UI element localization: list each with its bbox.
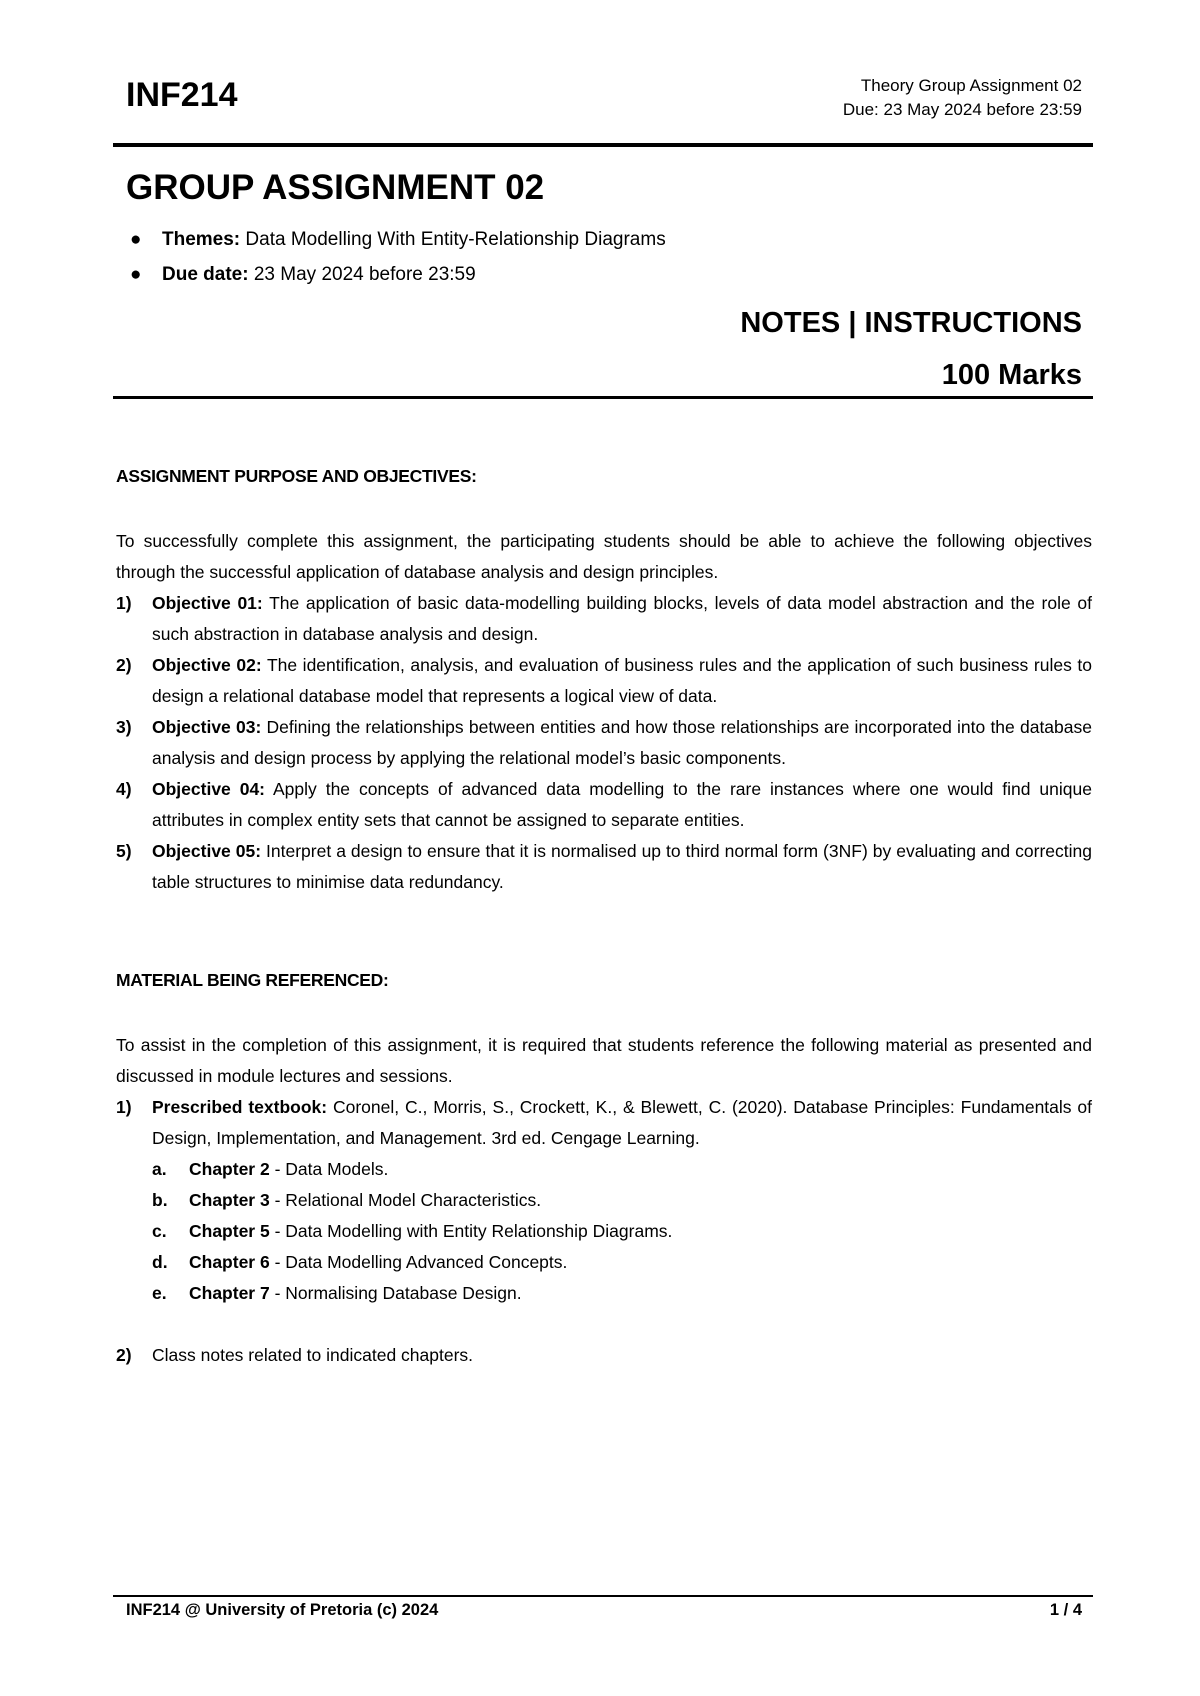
chapter-label: Chapter 3 <box>189 1190 270 1210</box>
textbook-label: Prescribed textbook: <box>152 1097 328 1117</box>
meta-label: Due date: <box>162 264 249 285</box>
item-number: 1) <box>116 1097 132 1117</box>
purpose-intro: To successfully complete this assignment, the participating students should be able to achieve the following objectives through the successful application of database analysis and design principles. <box>116 531 1092 582</box>
header-divider <box>113 143 1093 147</box>
objective-text: Apply the concepts of advanced data modelling to the rare instances where one would find unique attributes in complex entity sets that cannot be assigned to separate entities. <box>152 779 1092 830</box>
objective-item <box>116 712 1092 774</box>
marks-total: 100 Marks <box>941 359 1082 391</box>
material-heading: MATERIAL BEING REFERENCED: <box>116 970 389 990</box>
objective-item <box>116 650 1092 712</box>
chapter-item <box>116 1247 1092 1278</box>
course-code: INF214 <box>126 76 238 114</box>
item-number: 2) <box>116 655 132 675</box>
objective-label: Objective 02: <box>152 655 262 675</box>
chapter-label: Chapter 5 <box>189 1221 270 1241</box>
bullet-icon: ● <box>130 229 142 250</box>
item-number: 3) <box>116 717 132 737</box>
chapter-label: Chapter 6 <box>189 1252 270 1272</box>
item-number: 2) <box>116 1345 132 1365</box>
item-number: 5) <box>116 841 132 861</box>
purpose-heading: ASSIGNMENT PURPOSE AND OBJECTIVES: <box>116 466 477 486</box>
material-intro: To assist in the completion of this assignment, it is required that students reference the following material as presented and discussed in module lectures and sessions. <box>116 1035 1092 1086</box>
assignment-label: Theory Group Assignment 02 <box>860 76 1082 95</box>
objective-text: Interpret a design to ensure that it is normalised up to third normal form (3NF) by evaluating and correcting table structures to minimise data redundancy. <box>152 841 1092 892</box>
header-info <box>843 74 1082 122</box>
section-divider <box>113 396 1093 399</box>
meta-value: 23 May 2024 before 23:59 <box>248 264 476 285</box>
material-list <box>116 1092 1092 1371</box>
meta-list <box>126 222 666 292</box>
objective-label: Objective 04: <box>152 779 266 799</box>
chapter-letter: d. <box>152 1252 168 1272</box>
chapter-label: Chapter 7 <box>189 1283 270 1303</box>
notes-block <box>740 297 1082 401</box>
objective-text: The application of basic data-modelling building blocks, levels of data model abstraction and the role of such abstraction in database analysis and design. <box>152 593 1092 644</box>
footer-copyright: INF214 @ University of Pretoria (c) 2024 <box>126 1601 439 1619</box>
chapter-label: Chapter 2 <box>189 1159 270 1179</box>
chapter-letter: e. <box>152 1283 167 1303</box>
meta-label: Themes: <box>162 229 241 250</box>
objective-label: Objective 05: <box>152 841 262 861</box>
chapter-text: - Relational Model Characteristics. <box>269 1190 542 1210</box>
meta-value: Data Modelling With Entity-Relationship Diagrams <box>240 229 666 250</box>
chapter-text: - Data Modelling Advanced Concepts. <box>269 1252 568 1272</box>
chapter-text: - Data Models. <box>269 1159 389 1179</box>
item-number: 1) <box>116 593 132 613</box>
chapter-list <box>116 1154 1092 1309</box>
meta-item-due-date <box>126 257 666 292</box>
objective-text: Defining the relationships between entities and how those relationships are incorporated into the database analysis and design process by applying the relational model’s basic components. <box>152 717 1092 768</box>
chapter-letter: c. <box>152 1221 167 1241</box>
objective-label: Objective 01: <box>152 593 263 613</box>
chapter-item <box>116 1185 1092 1216</box>
class-notes-text: Class notes related to indicated chapters. <box>152 1345 474 1365</box>
chapter-letter: b. <box>152 1190 168 1210</box>
chapter-text: - Normalising Database Design. <box>269 1283 522 1303</box>
page-title: GROUP ASSIGNMENT 02 <box>126 168 545 207</box>
page-number: 1 / 4 <box>1049 1601 1082 1619</box>
notes-heading: NOTES | INSTRUCTIONS <box>740 307 1082 339</box>
objective-item <box>116 774 1092 836</box>
bullet-icon: ● <box>130 264 142 285</box>
chapter-item <box>116 1154 1092 1185</box>
chapter-item <box>116 1278 1092 1309</box>
material-item-textbook <box>116 1092 1092 1309</box>
objectives-list <box>116 588 1092 898</box>
objective-item <box>116 836 1092 898</box>
material-item-class-notes <box>116 1340 1092 1371</box>
item-number: 4) <box>116 779 132 799</box>
footer-divider <box>113 1595 1093 1597</box>
chapter-letter: a. <box>152 1159 167 1179</box>
meta-item-themes <box>126 222 666 257</box>
chapter-text: - Data Modelling with Entity Relationship Diagrams. <box>269 1221 673 1241</box>
objective-label: Objective 03: <box>152 717 262 737</box>
objective-text: The identification, analysis, and evaluation of business rules and the application of such business rules to design a relational database model that represents a logical view of data. <box>152 655 1092 706</box>
textbook-citation: Coronel, C., Morris, S., Crockett, K., & Blewett, C. (2020). Database Principles: Fundamentals of Design, Implementation, and Management. 3rd ed. Cengage Learning. <box>152 1097 1093 1148</box>
chapter-item <box>116 1216 1092 1247</box>
objective-item <box>116 588 1092 650</box>
due-line: Due: 23 May 2024 before 23:59 <box>842 100 1082 119</box>
